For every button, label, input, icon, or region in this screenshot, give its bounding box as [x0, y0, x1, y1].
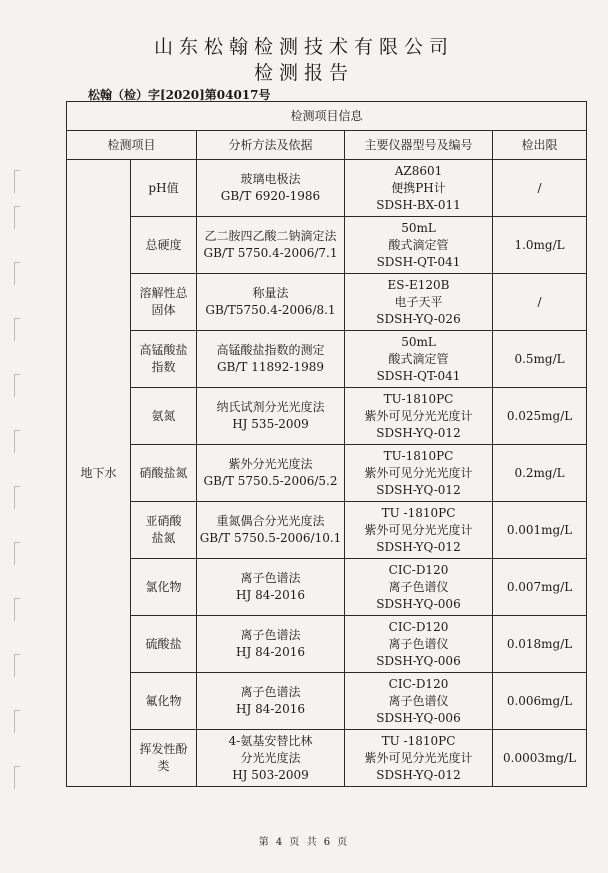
- detection-limit: /: [493, 160, 587, 217]
- binding-marks: [14, 0, 20, 873]
- analysis-method: 乙二胺四乙酸二钠滴定法 GB/T 5750.4-2006/7.1: [197, 217, 345, 274]
- binding-mark: [14, 766, 20, 789]
- detection-limit: 0.2mg/L: [493, 445, 587, 502]
- binding-mark: [14, 598, 20, 621]
- table-row: [67, 673, 587, 730]
- table-row: [67, 160, 587, 217]
- page-footer: 第 4 页 共 6 页: [258, 837, 350, 848]
- instrument-info: 50mL 酸式滴定管 SDSH-QT-041: [345, 217, 493, 274]
- table-row: [67, 331, 587, 388]
- section-title: 检测项目信息: [67, 102, 587, 131]
- binding-mark: [14, 430, 20, 453]
- instrument-info: 50mL 酸式滴定管 SDSH-QT-041: [345, 331, 493, 388]
- table-row: [67, 502, 587, 559]
- report-number: 松翰（检）字[2020]第04017号: [88, 88, 271, 102]
- item-name: 高锰酸盐 指数: [131, 331, 197, 388]
- analysis-method: 高锰酸盐指数的测定 GB/T 11892-1989: [197, 331, 345, 388]
- binding-mark: [14, 318, 20, 341]
- table-row: [67, 388, 587, 445]
- column-header-limit: 检出限: [493, 131, 587, 160]
- column-header-item: 检测项目: [67, 131, 197, 160]
- binding-mark: [14, 374, 20, 397]
- section-title-row: [67, 102, 587, 131]
- company-name: 山东松翰检测技术有限公司: [153, 36, 454, 58]
- column-header-row: [67, 131, 587, 160]
- binding-mark: [14, 486, 20, 509]
- report-title: 检测报告: [253, 62, 354, 84]
- detection-limit: 0.0003mg/L: [493, 730, 587, 787]
- instrument-info: ES-E120B 电子天平 SDSH-YQ-026: [345, 274, 493, 331]
- analysis-method: 纳氏试剂分光光度法 HJ 535-2009: [197, 388, 345, 445]
- detection-limit: 0.018mg/L: [493, 616, 587, 673]
- item-name: 氟化物: [131, 673, 197, 730]
- analysis-method: 重氮偶合分光光度法 GB/T 5750.5-2006/10.1: [197, 502, 345, 559]
- detection-limit: /: [493, 274, 587, 331]
- item-name: 挥发性酚 类: [131, 730, 197, 787]
- table-row: [67, 445, 587, 502]
- item-name: 溶解性总 固体: [131, 274, 197, 331]
- table-row: [67, 730, 587, 787]
- table-row: [67, 274, 587, 331]
- instrument-info: AZ8601 便携PH计 SDSH-BX-011: [345, 160, 493, 217]
- instrument-info: TU -1810PC 紫外可见分光光度计 SDSH-YQ-012: [345, 502, 493, 559]
- item-name: 氨氮: [131, 388, 197, 445]
- binding-mark: [14, 262, 20, 285]
- item-name: pH值: [131, 160, 197, 217]
- instrument-info: CIC-D120 离子色谱仪 SDSH-YQ-006: [345, 673, 493, 730]
- binding-mark: [14, 170, 20, 193]
- item-name: 总硬度: [131, 217, 197, 274]
- item-name: 硫酸盐: [131, 616, 197, 673]
- column-header-method: 分析方法及依据: [197, 131, 345, 160]
- instrument-info: CIC-D120 离子色谱仪 SDSH-YQ-006: [345, 616, 493, 673]
- analysis-method: 称量法 GB/T5750.4-2006/8.1: [197, 274, 345, 331]
- detection-limit: 0.025mg/L: [493, 388, 587, 445]
- binding-mark: [14, 654, 20, 677]
- item-name: 氯化物: [131, 559, 197, 616]
- detection-limit: 0.006mg/L: [493, 673, 587, 730]
- detection-limit: 0.5mg/L: [493, 331, 587, 388]
- item-name: 亚硝酸 盐氮: [131, 502, 197, 559]
- binding-mark: [14, 710, 20, 733]
- binding-mark: [14, 206, 20, 229]
- analysis-method: 离子色谱法 HJ 84-2016: [197, 559, 345, 616]
- detection-limit: 0.001mg/L: [493, 502, 587, 559]
- sample-category: 地下水: [67, 160, 131, 787]
- table-row: [67, 559, 587, 616]
- detection-limit: 0.007mg/L: [493, 559, 587, 616]
- instrument-info: TU-1810PC 紫外可见分光光度计 SDSH-YQ-012: [345, 445, 493, 502]
- analysis-method: 4-氨基安替比林 分光光度法 HJ 503-2009: [197, 730, 345, 787]
- table-row: [67, 217, 587, 274]
- analysis-method: 离子色谱法 HJ 84-2016: [197, 616, 345, 673]
- instrument-info: TU-1810PC 紫外可见分光光度计 SDSH-YQ-012: [345, 388, 493, 445]
- table-row: [67, 616, 587, 673]
- item-name: 硝酸盐氮: [131, 445, 197, 502]
- column-header-instrument: 主要仪器型号及编号: [345, 131, 493, 160]
- instrument-info: TU -1810PC 紫外可见分光光度计 SDSH-YQ-012: [345, 730, 493, 787]
- binding-mark: [14, 542, 20, 565]
- analysis-method: 紫外分光光度法 GB/T 5750.5-2006/5.2: [197, 445, 345, 502]
- detection-limit: 1.0mg/L: [493, 217, 587, 274]
- test-items-table: [66, 101, 587, 787]
- analysis-method: 离子色谱法 HJ 84-2016: [197, 673, 345, 730]
- instrument-info: CIC-D120 离子色谱仪 SDSH-YQ-006: [345, 559, 493, 616]
- analysis-method: 玻璃电极法 GB/T 6920-1986: [197, 160, 345, 217]
